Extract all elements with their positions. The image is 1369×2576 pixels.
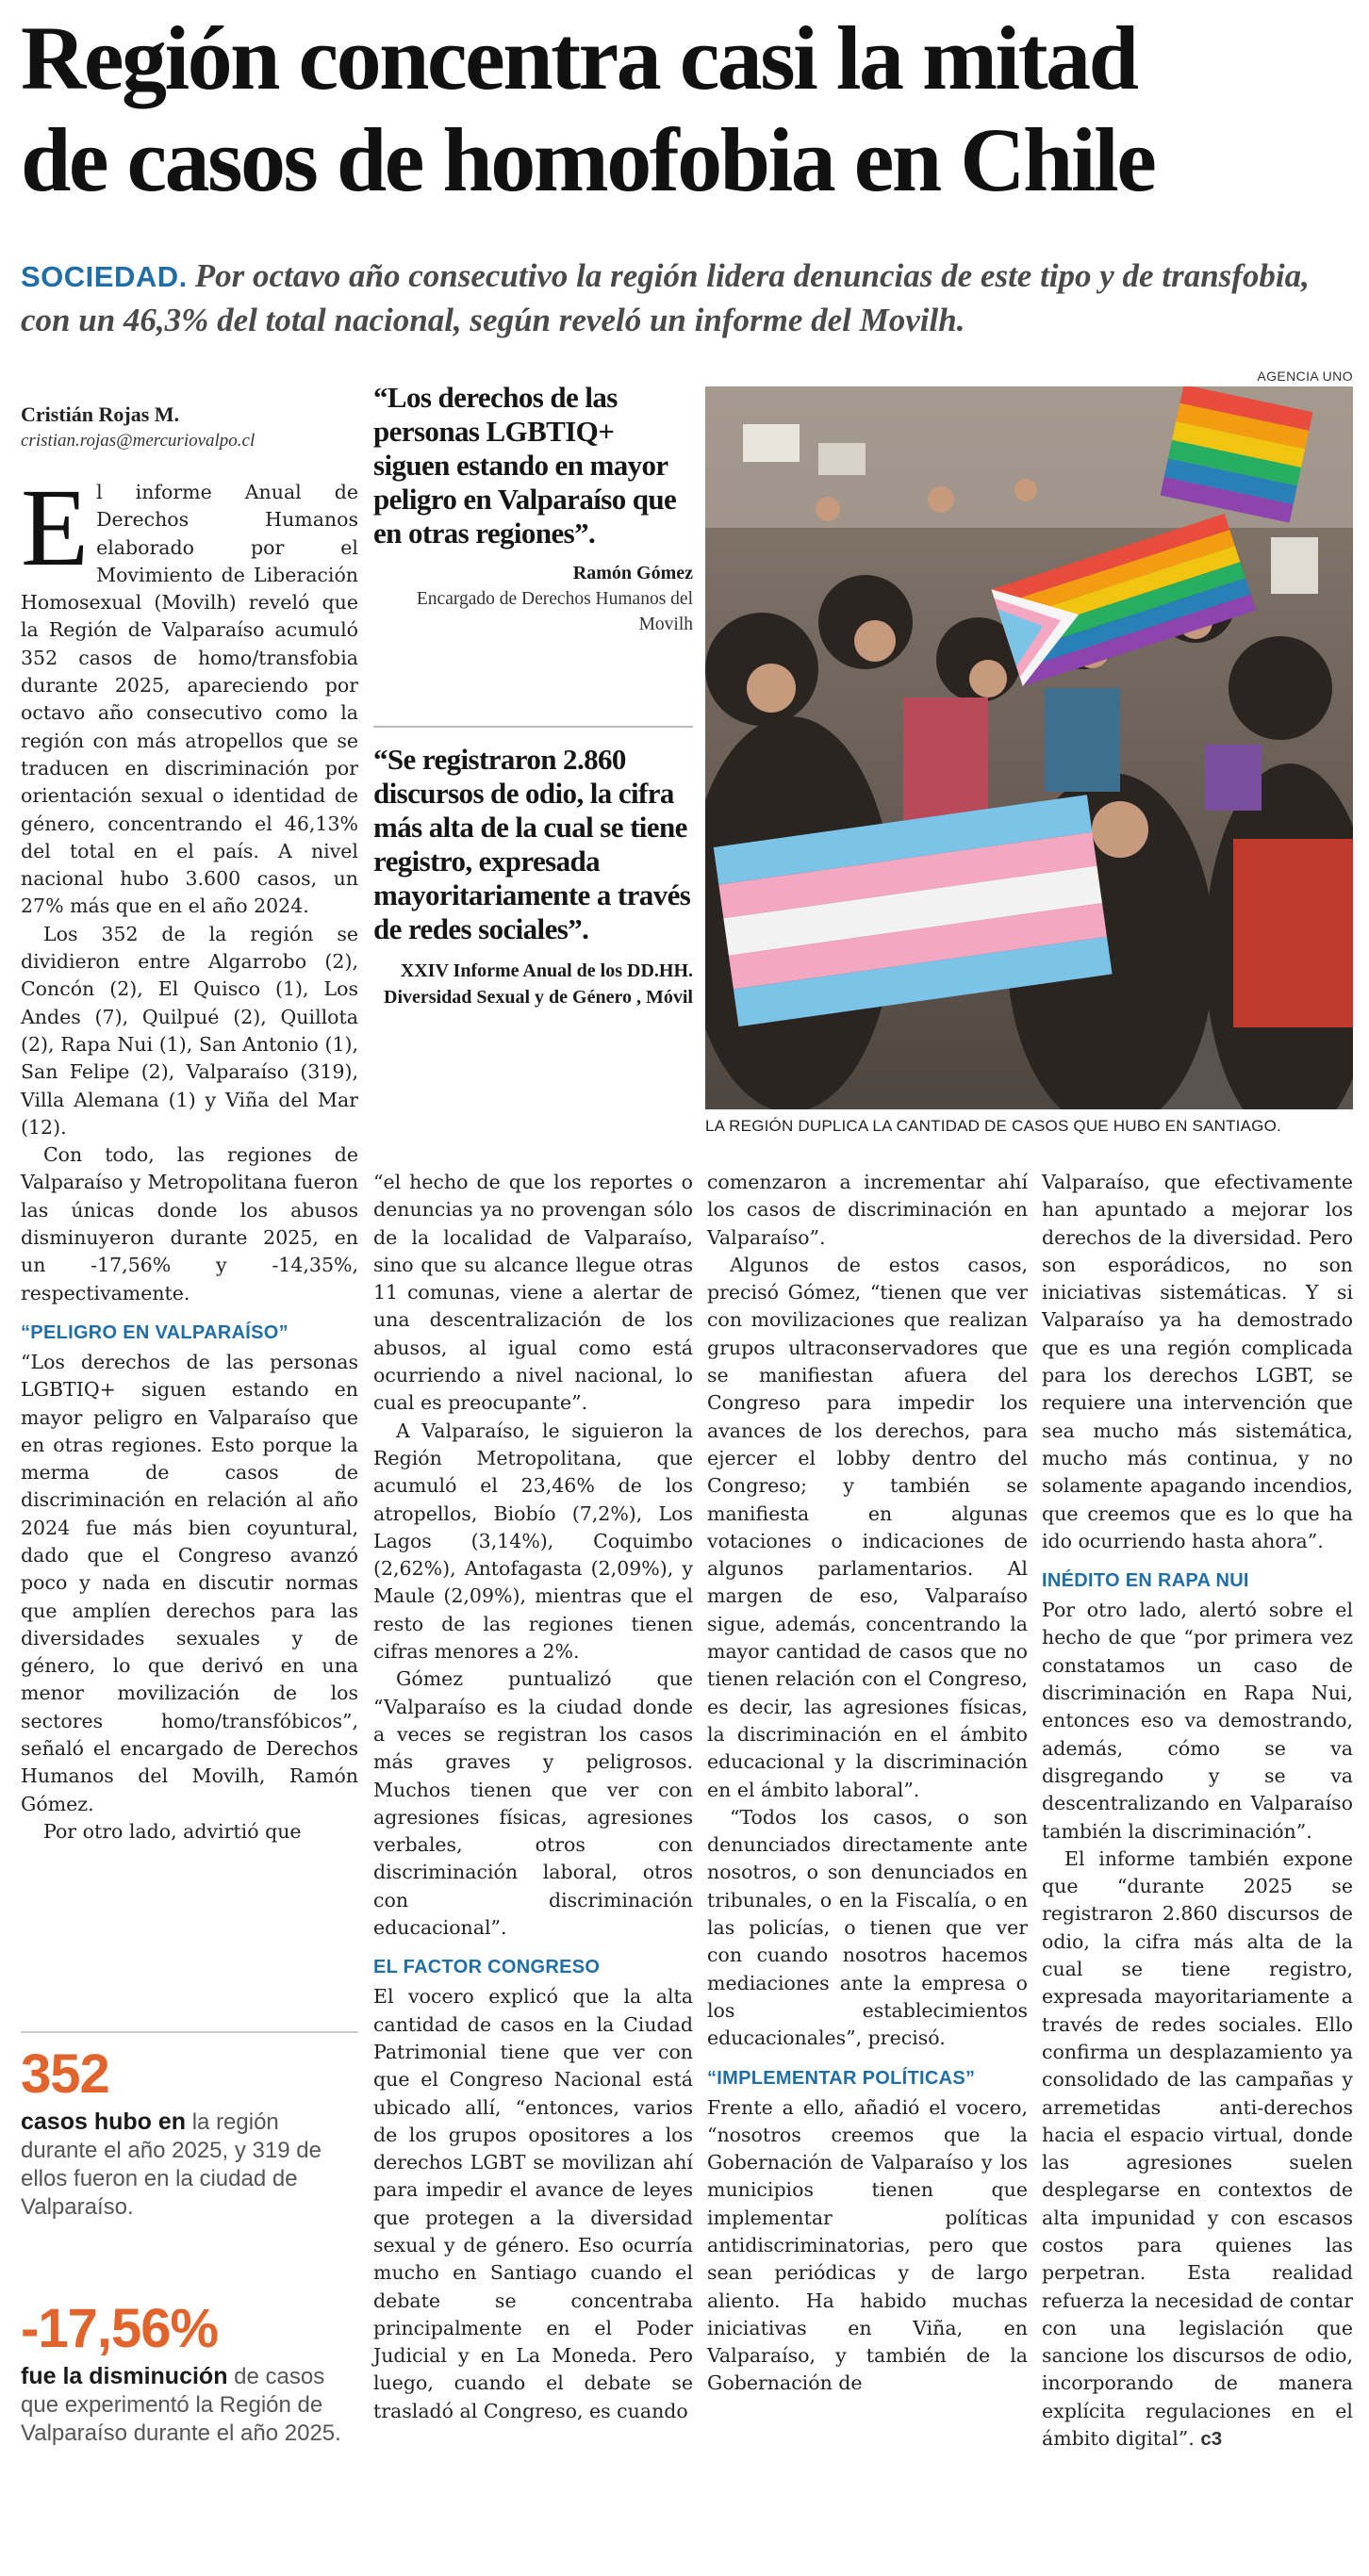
body-column-1 [21,466,358,1846]
body-paragraph [1042,1846,1353,2453]
body-column-4 [1042,1169,1353,2453]
headline-line-1: Región concentra casi la mitad [21,8,1137,108]
drop-cap: E [21,466,90,589]
stat-value: 352 [21,2043,109,2105]
body-paragraph: “Los derechos de las personas LGBTIQ+ siguen estando en mayor peligro en Valparaíso que en otras regiones. Esto porque la merma de casos de discriminación en relación al año 2024 fue más bien coyuntural, dado que el Congreso avanzó poco y nada en discutir normas que amplíen derechos para las diversidades sexuales y de género, lo que derivó en una menor movilización de los sectores homo/transfóbicos”, señaló el encargado de Derechos Humanos del Movilh, Ramón Gómez. [21,1350,358,1815]
subhead-rapa-nui: INÉDITO EN RAPA NUI [1042,1570,1249,1592]
stat-value: -17,56% [21,2298,219,2359]
stat-text [21,2108,358,2222]
end-mark-icon: c3 [1200,2428,1223,2451]
stat-box-1 [21,2045,358,2222]
stat-detail: de casos que experimentó la Región de Valparaíso durante el año 2025. [21,2364,341,2446]
body-paragraph: A Valparaíso, le siguieron la Región Metropolitana, que acumuló el 23,46% de los atropellos, Biobío (7,2%), Los Lagos (3,14%), Coquimbo (2,62%), Antofagasta (2,09%), y Maule (2,09%), mientras que el resto de las regiones tienen cifras menores a 2%. [373,1419,693,1664]
byline [21,401,358,453]
stat-bold: casos hubo en [21,2108,187,2135]
body-column-2 [373,1169,693,2425]
stat-bold: fue la disminución [21,2363,228,2389]
body-paragraph: Con todo, las regiones de Valparaíso y Metropolitana fueron las únicas donde los abusos disminuyeron durante 2025, en un -17,56% y -14,35%, respectivamente. [21,1143,358,1304]
body-paragraph: Los 352 de la región se dividieron entre Algarrobo (2), Concón (2), El Quisco (1), Los Andes (7), Quilpué (2), Quillota (2), Rapa Nui (1), San Antonio (1), San Felipe (2), Valparaíso (319), Villa Alemana (1) y Viña del Mar (12). [21,922,358,1139]
subhead-congreso: EL FACTOR CONGRESO [373,1957,601,1978]
body-paragraph: Valparaíso, que efectivamente han apuntado a mejorar los derechos de la diversidad. Pero son esporádicos, no son iniciativas sistemáticas. Y si Valparaíso ya ha demostrado que es una región complicada para los derechos LGBT, se requiere una intervención que sea mucho más sistemática, mucho más continua, y no solamente apagando incendios, que creemos que es lo que ha ido ocurriendo hasta ahora”. [1042,1171,1353,1552]
pull-quote-divider [373,726,693,728]
paragraph-text: El informe también expone que “durante 2025 se registraron 2.860 discursos de odio, la cifra más alta de la cual se tiene registro, expresada mayoritariamente a través de redes sociales. Ello confirma un desplazamiento ya consolidado de las campañas y arremetidas anti-derechos hacia el espacio virtual, donde las agresiones suelen desplegarse en contextos de alta impunidad y con escasos costos para quienes las perpetran. Esta realidad refuerza la necesidad de contar con una legislación que sancione los discursos de odio, incorporando de manera explícita regulaciones en el ámbito digital”. [1042,1846,1353,2451]
body-paragraph: Por otro lado, advirtió que [43,1819,302,1843]
deck-text: Por octavo año consecutivo la región lidera denuncias de este tipo y de transfobia, con un 46,3% del total nacional, según reveló un informe del Movilh. [21,257,1310,338]
body-paragraph: Por otro lado, alertó sobre el hecho de que “por primera vez constatamos un caso de discriminación en Rapa Nui, entonces eso va demostrando, además, cómo se va disgregando y se va descentralizando en Valparaíso también la discriminación”. [1042,1599,1353,1843]
deck [21,254,1350,342]
pull-quote-text: “Se registraron 2.860 discursos de odio, la cifra más alta de la cual se tiene registro, expresada mayoritariamente a través de redes sociales”. [373,743,691,945]
body-paragraph: Algunos de estos casos, precisó Gómez, “tienen que ver con movilizaciones que realizan grupos ultraconservadores que se manifiestan afuera del Congreso para impedir los avances de los derechos, para ejercer el lobby dentro del Congreso; y también se manifiesta en algunas votaciones o indicaciones de algunos parlamentarios. Al margen de eso, Valparaíso sigue, además, concentrando la mayor cantidad de casos que no tienen relación con el Congreso, es decir, las agresiones físicas, la discriminación en el ámbito educacional y la discriminación en el ámbito laboral”. [707,1253,1028,1801]
body-paragraph: “el hecho de que los reportes o denuncias ya no provengan sólo de la localidad de Valparaíso, sino que su alcance llegue otras 11 comunas, viene a alertar de una descentralización de los abusos, al igual como está ocurriendo a nivel nacional, lo cual es preocupante”. [373,1171,693,1415]
body-column-3 [707,1169,1028,2398]
body-paragraph: El vocero explicó que la alta cantidad de casos en la Ciudad Patrimonial tiene que ver con que el Congreso Nacional está ubicado allí, “entonces, varios de los grupos opositores a los derechos LGBT se movilizan ahí para impedir el avance de leyes que protegen a la diversidad sexual y de género. Eso ocurría mucho en Santiago cuando el debate se concentraba principalmente en el Poder Judicial y en La Moneda. Pero luego, cuando el debate se trasladó al Congreso, es cuando [373,1985,693,2422]
body-paragraph: Frente a ello, añadió el vocero, “nosotros creemos que la Gobernación de Valparaíso y los municipios tienen que implementar políticas antidiscriminatorias, pero que sean periódicas y de largo aliento. Ha habido muchas iniciativas en Viña, en Valparaíso, y también de la Gobernación de [707,2095,1028,2395]
headline-line-2: de casos de homofobia en Chile [21,109,1155,210]
stat-detail: la región durante el año 2025, y 319 de ellos fueron en la ciudad de Valparaíso. [21,2109,322,2220]
stat-divider [21,2031,358,2033]
photo-credit: AGENCIA UNO [1257,369,1353,384]
crowd-illustration [705,386,1353,1109]
subhead-peligro: “PELIGRO EN VALPARAÍSO” [21,1321,289,1343]
pull-quote-name: Ramón Gómez [572,563,693,583]
paragraph-text: l informe Anual de Derechos Humanos elaborado por el Movimiento de Liberación Homosexual (Movilh) reveló que la Región de Valparaíso acumuló 352 casos de homo/transfobia durante 2025, apareciendo por octavo año consecutivo como la región con más atropellos que se traducen en discriminación por orientación sexual o identidad de género, concentrando el 46,13% del total en el país. A nivel nacional hubo 3.600 casos, un 27% más que en el año 2024. [21,481,358,918]
author-name: Cristián Rojas M. [21,402,180,426]
pull-quote-source: XXIV Informe Anual de los DD.HH. Diversidad Sexual y de Género , Móvil [384,960,693,1008]
author-email[interactable]: cristian.rojas@mercuriovalpo.cl [21,431,256,451]
pull-quote-role: Encargado de Derechos Humanos del Movilh [416,589,693,634]
stat-box-2 [21,2300,358,2448]
headline [21,8,1350,211]
body-paragraph: Gómez puntualizó que “Valparaíso es la ciudad donde a veces se registran los casos más graves y peligrosos. Muchos tienen que ver con agresiones físicas, agresiones verbales, otros con discriminación laboral, otros con discriminación educacional”. [373,1667,693,1940]
body-paragraph [21,466,358,921]
stat-text [21,2362,358,2448]
photo-caption: LA REGIÓN DUPLICA LA CANTIDAD DE CASOS QUE HUBO EN SANTIAGO. [705,1117,1281,1135]
pull-quote-text: “Los derechos de las personas LGBTIQ+ siguen estando en mayor peligro en Valparaíso que en otras regiones”. [373,381,677,550]
pull-quote-2 [373,743,693,1010]
subhead-politicas: “IMPLEMENTAR POLÍTICAS” [707,2067,976,2089]
section-label: SOCIEDAD. [21,260,188,293]
body-paragraph: comenzaron a incrementar ahí los casos de discriminación en Valparaíso”. [707,1171,1028,1249]
body-paragraph: “Todos los casos, o son denunciados directamente ante nosotros, o son denunciados en tribunales, o en la Fiscalía, o en las policías, o tienen que ver con cuando nosotros hacemos mediaciones ante la empresa o los establecimientos educacionales”, precisó. [707,1805,1028,2050]
pull-quote-1 [373,381,693,637]
march-photo [705,386,1353,1109]
